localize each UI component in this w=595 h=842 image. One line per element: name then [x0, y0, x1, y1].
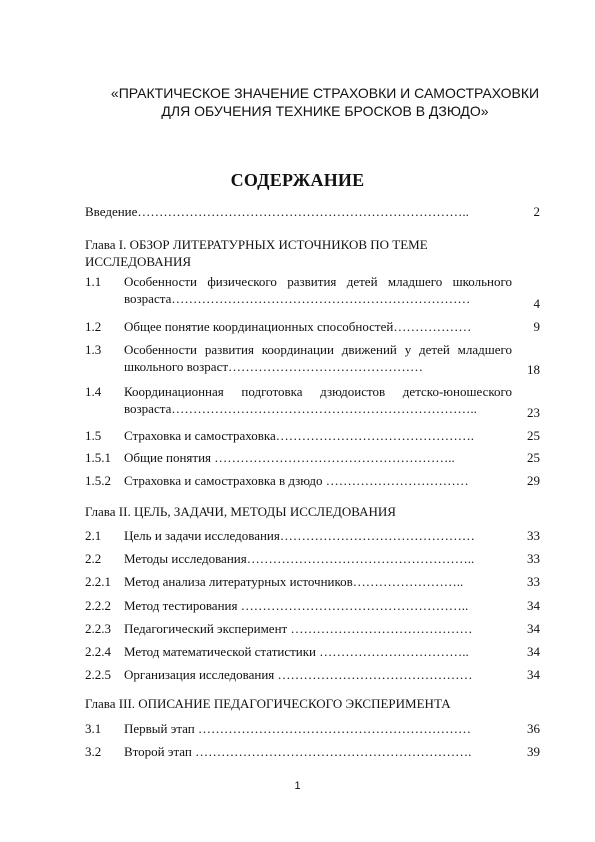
toc-text-2-2-2: Метод тестирования ……………………………………………..	[124, 598, 469, 613]
toc-num-3-1: 3.1	[85, 721, 102, 736]
toc-text-2-2-3: Педагогический эксперимент ……………………………………	[124, 621, 473, 636]
toc-num-2-2-2: 2.2.2	[85, 598, 111, 613]
page-number: 1	[294, 780, 301, 792]
toc-num-1-4: 1.4	[85, 384, 102, 399]
toc-chapter-3: Глава III. ОПИСАНИЕ ПЕДАГОГИЧЕСКОГО ЭКСПЕРИМЕНТА	[85, 696, 451, 711]
contents-heading: СОДЕРЖАНИЕ	[230, 170, 365, 190]
document-title	[75, 84, 575, 120]
toc-num-3-2: 3.2	[85, 744, 102, 759]
toc-num-1-5-2: 1.5.2	[85, 473, 111, 488]
toc-text-1-5-2: Страховка и самостраховка в дзюдо ……………………………	[124, 473, 469, 488]
toc-page-2-2-1: 33	[527, 574, 540, 589]
toc-page-1-5-1: 25	[527, 450, 540, 465]
toc-text-2-2-1: Метод анализа литературных источников……………………..	[124, 574, 464, 589]
toc-text-1-2: Общее понятие координационных способностей………………	[124, 319, 472, 334]
toc-text-1-4: Координационная подготовка дзюдоистов детско-юношеского возраста……………………………………………………………..	[124, 384, 512, 416]
toc-num-2-2-3: 2.2.3	[85, 621, 111, 636]
toc-num-2-2-4: 2.2.4	[85, 644, 111, 659]
toc-page-2-2: 33	[527, 551, 540, 566]
toc-page-1-4: 23	[527, 405, 540, 420]
toc-page-2-2-3: 34	[527, 621, 540, 636]
toc-page-1-2: 9	[533, 319, 540, 334]
title-line-2: ДЛЯ ОБУЧЕНИЯ ТЕХНИКЕ БРОСКОВ В ДЗЮДО»	[161, 103, 489, 119]
toc-page-2-2-5: 34	[527, 667, 540, 682]
toc-intro-text: Введение…………………………………………………………………..	[85, 204, 469, 219]
toc-page-1-1: 4	[533, 296, 540, 311]
toc-text-2-2-4: Метод математической статистики ……………………………..	[124, 644, 469, 659]
toc-num-1-5: 1.5	[85, 428, 102, 443]
toc-text-1-5: Страховка и самостраховка……………………………………….	[124, 428, 475, 443]
toc-page-2-1: 33	[527, 528, 540, 543]
toc-page-2-2-2: 34	[527, 598, 540, 613]
toc-text-2-2-5: Организация исследования ………………………………………	[124, 667, 473, 682]
toc-num-1-1: 1.1	[85, 274, 102, 289]
toc-chapter-1: Глава I. ОБЗОР ЛИТЕРАТУРНЫХ ИСТОЧНИКОВ ПО ТЕМЕ ИССЛЕДОВАНИЯ	[85, 237, 428, 269]
toc-text-3-2: Второй этап ……………………………………………………….	[124, 744, 472, 759]
toc-page-1-5: 25	[527, 428, 540, 443]
toc-num-1-3: 1.3	[85, 342, 102, 357]
toc-num-1-5-1: 1.5.1	[85, 450, 111, 465]
toc-chapter-2: Глава II. ЦЕЛЬ, ЗАДАЧИ, МЕТОДЫ ИССЛЕДОВАНИЯ	[85, 504, 396, 519]
toc-intro-page: 2	[533, 204, 540, 219]
toc-page-3-2: 39	[527, 744, 540, 759]
title-line-1: «ПРАКТИЧЕСКОЕ ЗНАЧЕНИЕ СТРАХОВКИ И САМОСТРАХОВКИ	[110, 85, 540, 101]
toc-num-2-2-1: 2.2.1	[85, 574, 111, 589]
toc-num-2-1: 2.1	[85, 528, 102, 543]
toc-page-1-3: 18	[527, 362, 540, 377]
toc-text-2-2: Методы исследования……………………………………………..	[124, 551, 475, 566]
toc-text-1-1: Особенности физического развития детей младшего школьного возраста……………………………………………………………	[124, 274, 512, 306]
toc-num-1-2: 1.2	[85, 319, 102, 334]
toc-page-1-5-2: 29	[527, 473, 540, 488]
toc-num-2-2-5: 2.2.5	[85, 667, 111, 682]
toc-page-2-2-4: 34	[527, 644, 540, 659]
toc-text-3-1: Первый этап ………………………………………………………	[124, 721, 471, 736]
toc-page-3-1: 36	[527, 721, 540, 736]
toc-text-2-1: Цель и задачи исследования………………………………………	[124, 528, 475, 543]
toc-num-2-2: 2.2	[85, 551, 102, 566]
toc-text-1-3: Особенности развития координации движений у детей младшего школьного возраст………………………………………	[124, 342, 512, 374]
toc-text-1-5-1: Общие понятия ………………………………………………..	[124, 450, 455, 465]
